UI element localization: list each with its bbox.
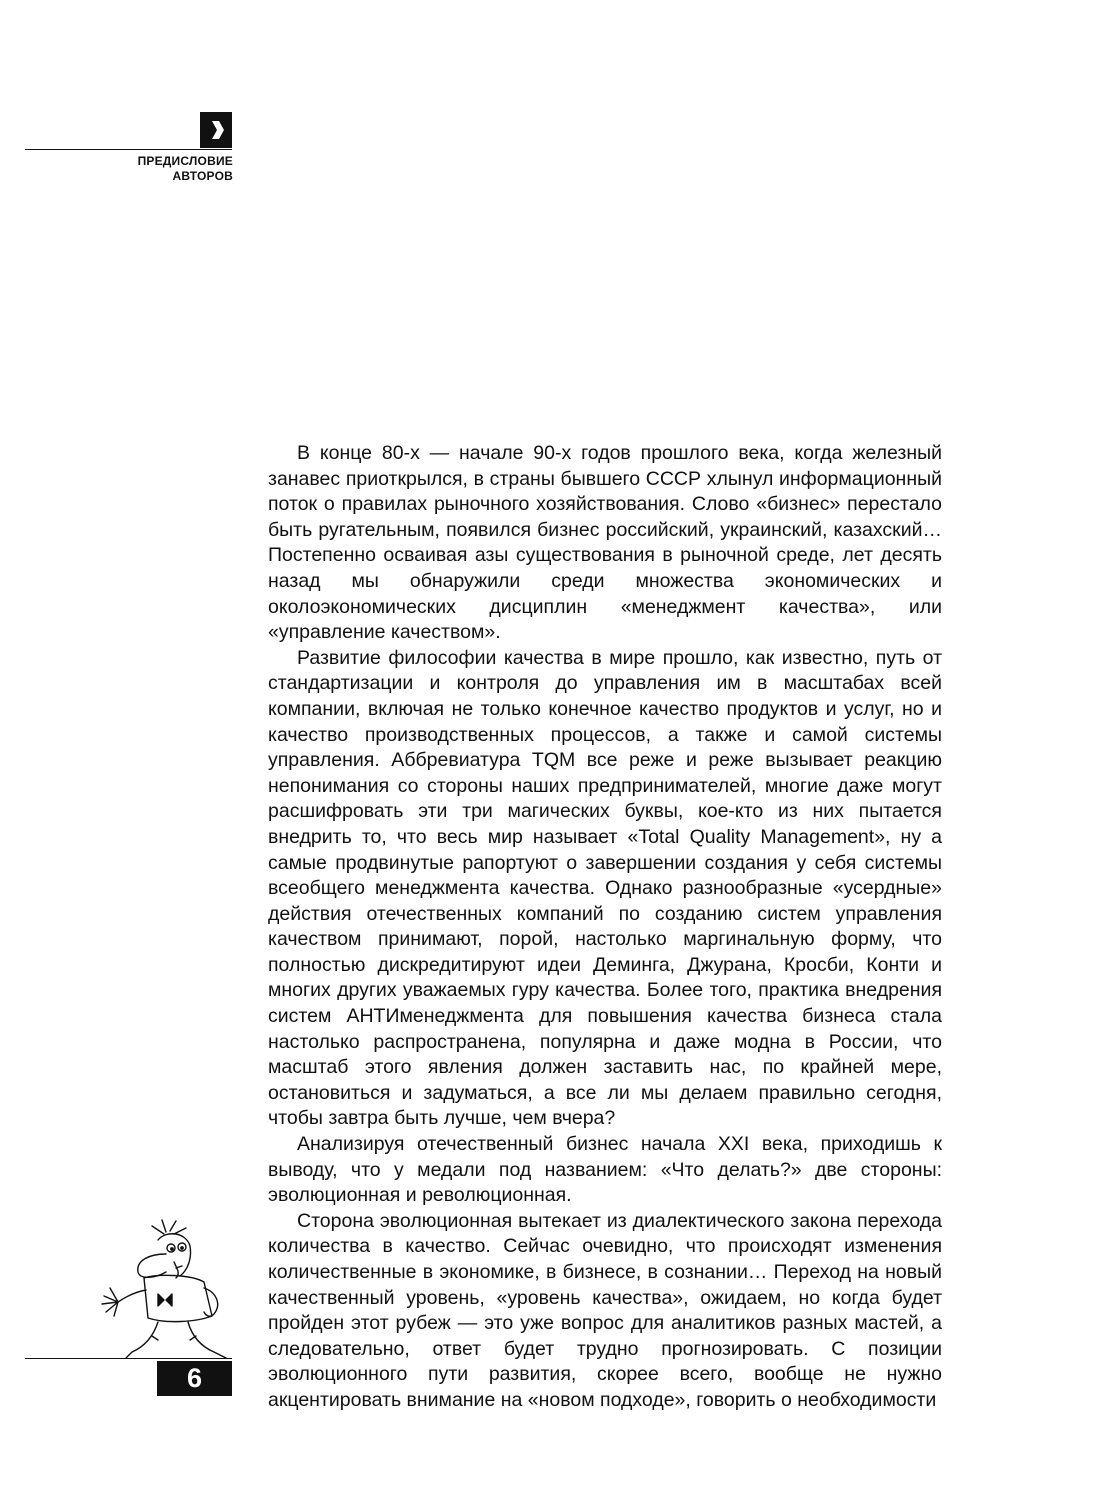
paragraph-4: Сторона эволюционная вытекает из диалектического закона перехода количества в качество. Сейчас очевидно, что происходят изменения количественные в экономике, в бизнесе, в сознании… Переход на новый качественный уровень, «уровень качества», ожидаем, но когда будет пройден этот рубеж — это уже вопрос для аналитиков разных мастей, а следовательно, ответ будет трудно прогнозировать. С позиции эволюционного пути развития, скорее всего, вообще не нужно акцентировать внимание на «новом подходе», говорить о необходимости: [268, 1209, 942, 1411]
paragraph-1: В конце 80-х — начале 90-х годов прошлого века, когда железный занавес приоткрылся, в страны бывшего СССР хлынул информационный поток о правилах рыночного хозяйствования. Слово «бизнес» перестало быть ругательным, появился бизнес российский, украинский, казахский… Постепенно осваивая азы существования в рыночной среде, лет десять назад мы обнаружили среди множества экономических и околоэкономических дисциплин «менеджмент качества», или «управление качеством».: [268, 442, 942, 644]
cartoon-mascot-icon: [96, 1218, 236, 1365]
body-text: [268, 441, 942, 1414]
footer-rule: [25, 1358, 232, 1359]
paragraph-3: Анализируя отечественный бизнес начала XXI века, приходишь к выводу, что у медали под названием: «Что делать?» две стороны: эволюционная и революционная.: [268, 1133, 942, 1207]
header-rule: [25, 149, 232, 150]
paragraph-2: Развитие философии качества в мире прошло, как известно, путь от стандартизации и контроля до управления им в масштабах всей компании, включая не только конечное качество продуктов и услуг, но и качество производственных процессов, а также и самой системы управления. Аббревиатура TQM все реже и реже вызывает реакцию непонимания со стороны наших предпринимателей, многие даже могут расшифровать эти три магических буквы, кое-кто из них пытается внедрить то, что весь мир называет «Total Quality Management», ну а самые продвинутые рапортуют о завершении создания у себя системы всеобщего менеджмента качества. Однако разнообразные «усердные» действия отечественных компаний по созданию систем управления качеством принимают, порой, настолько маргинальную форму, что полностью дискредитируют идеи Деминга, Джурана, Кросби, Конти и многих других уважаемых гуру качества. Более того, практика внедрения систем АНТИменеджмента для повышения качества бизнеса стала настолько распространена, популярна и даже модна в России, что масштаб этого явления должен заставить нас, по крайней мере, остановиться и задуматься, а все ли мы делаем правильно сегодня, чтобы завтра быть лучше, чем вчера?: [268, 646, 942, 1130]
section-label-line2: АВТОРОВ: [172, 169, 233, 183]
section-marker-arrow-icon: [200, 112, 232, 148]
section-label: [100, 154, 233, 184]
page-number: 6: [157, 1361, 232, 1396]
section-label-line1: ПРЕДИСЛОВИЕ: [137, 154, 233, 168]
